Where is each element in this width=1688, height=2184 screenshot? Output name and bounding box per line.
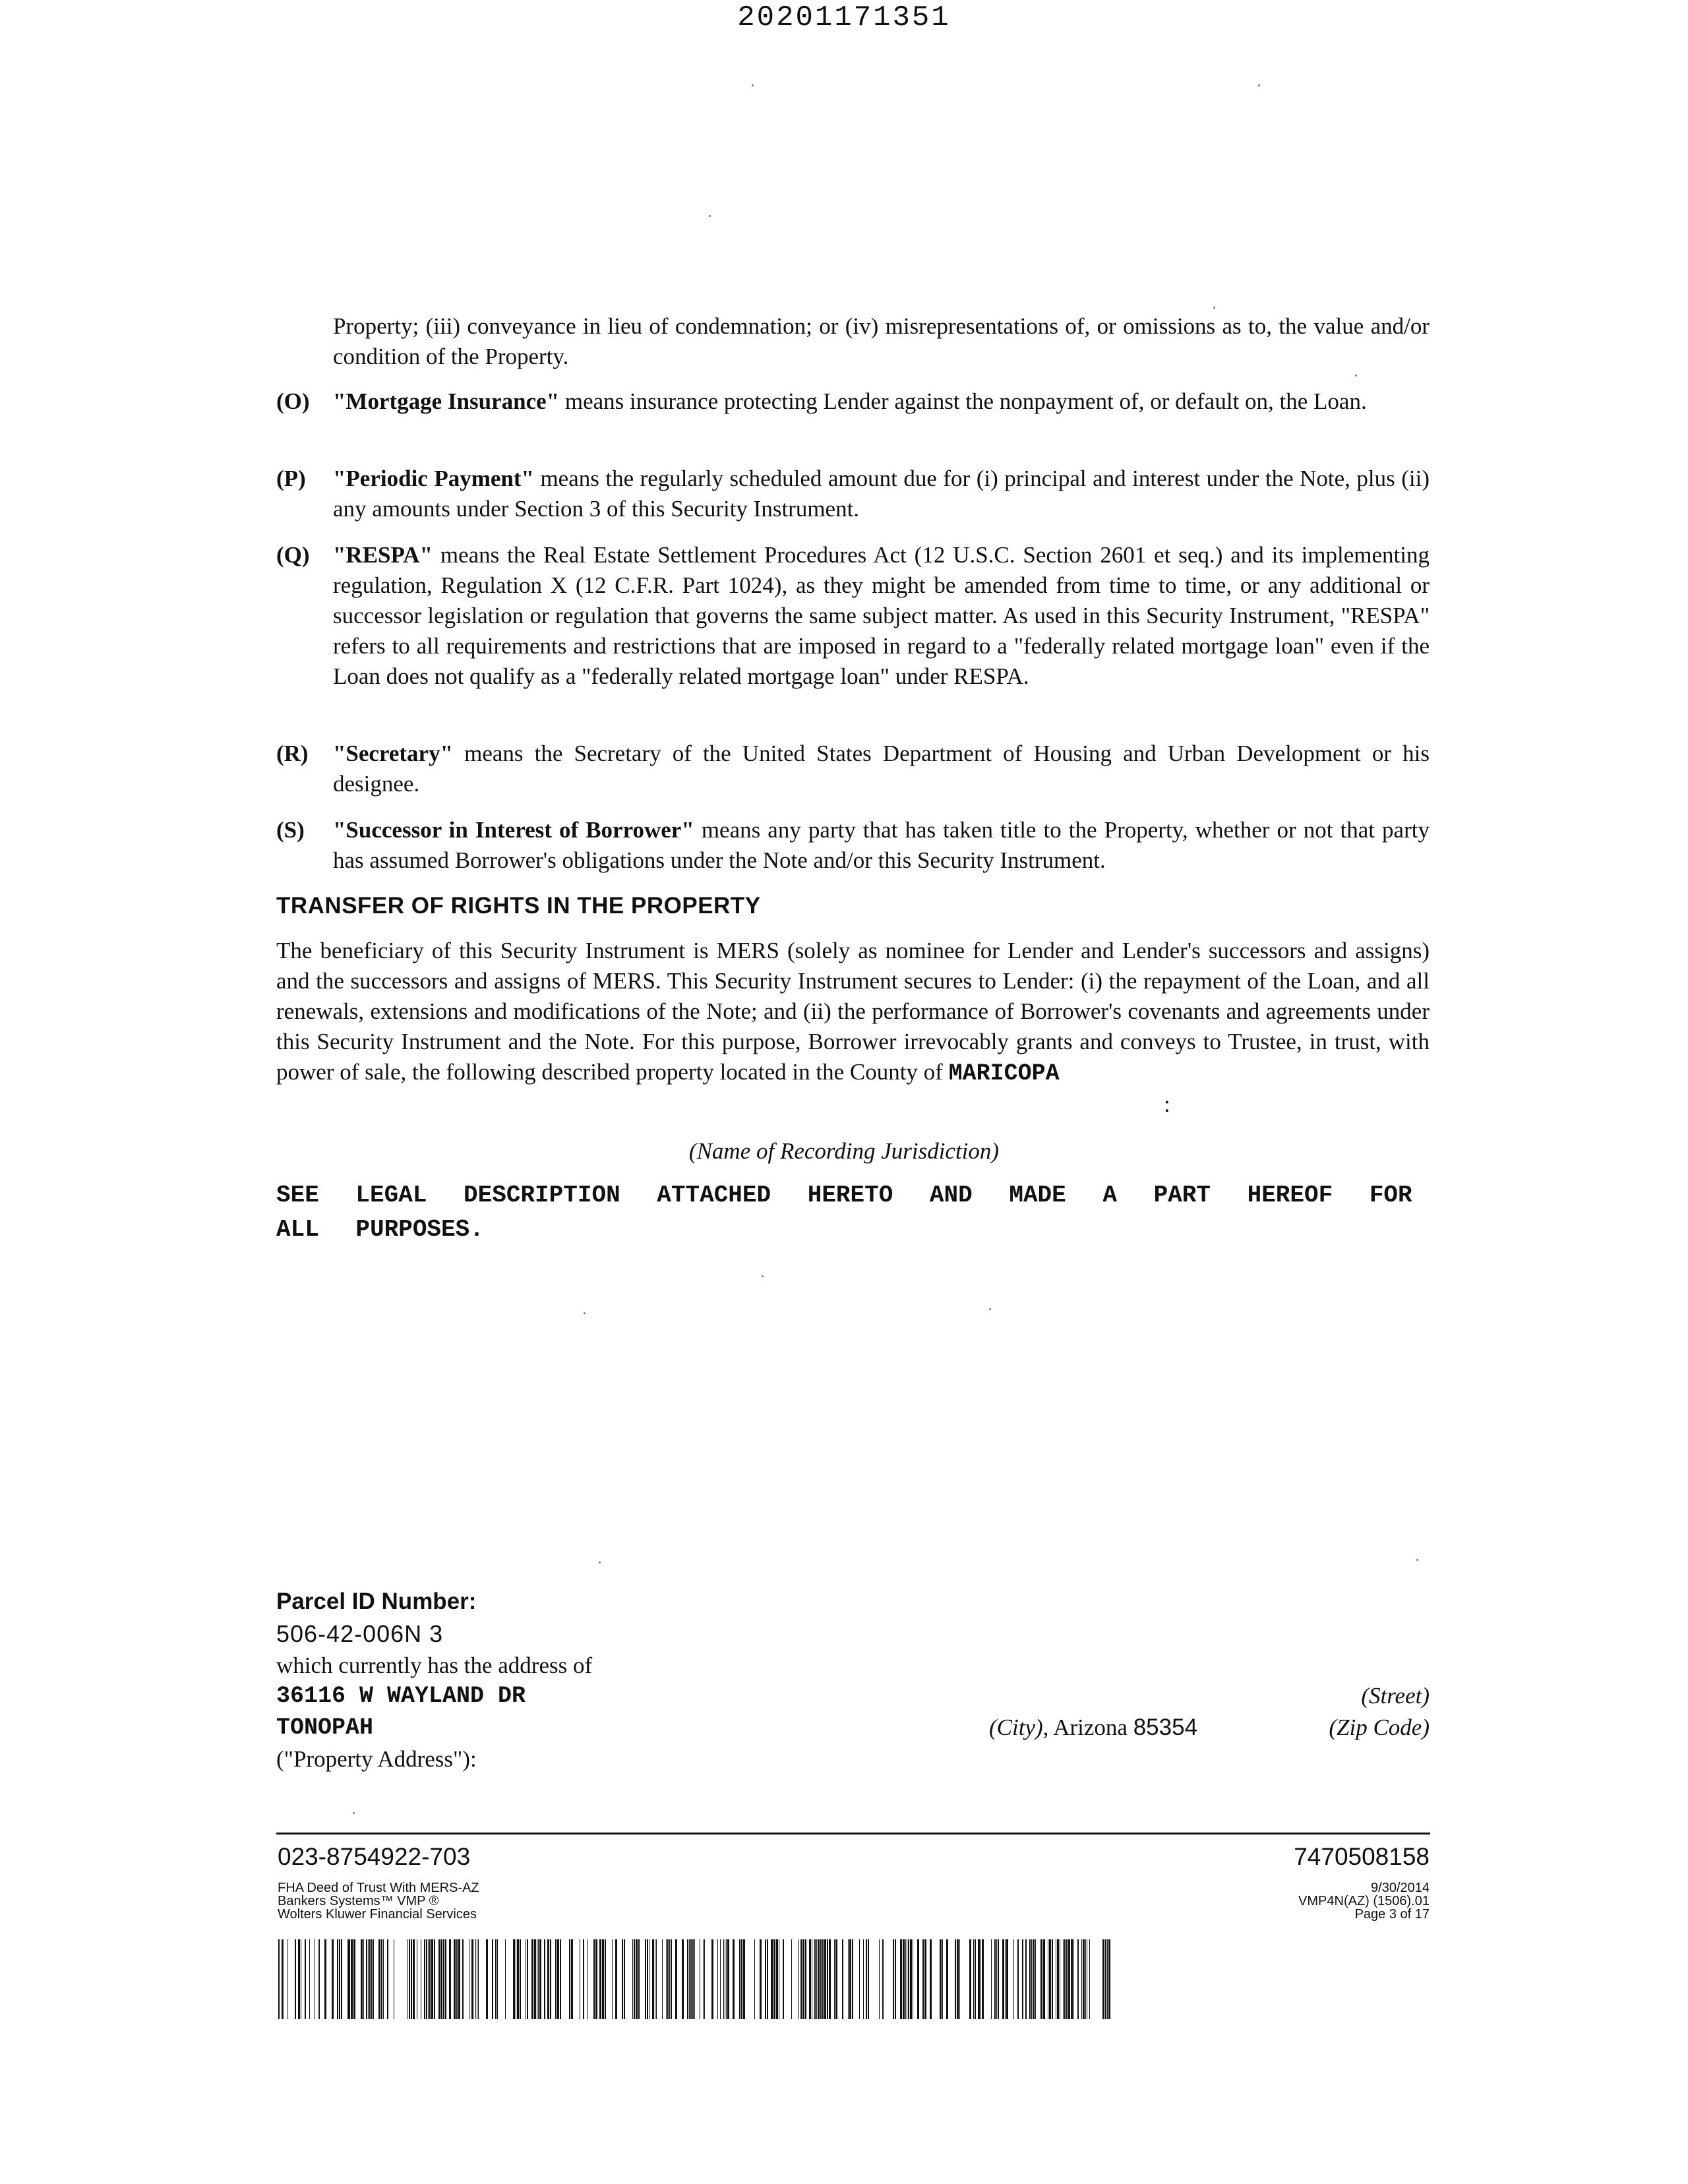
city-value: TONOPAH [276,1714,374,1741]
scan-speck [1258,84,1260,86]
definition-text: means the regularly scheduled amount due for (i) principal and interest under the Note, plus (ii) any amounts under Section 3 of this Security Instrument. [333,466,1430,522]
section-heading: TRANSFER OF RIGHTS IN THE PROPERTY [276,893,761,919]
definition-s [333,815,1430,876]
form-date: 9/30/2014 [1371,1881,1430,1895]
city-caption: (City), [989,1714,1049,1740]
scan-speck [752,84,754,86]
transfer-paragraph [276,936,1430,1089]
definition-term: "RESPA" [333,542,433,568]
zip-caption: (Zip Code) [1329,1714,1430,1740]
barcode [278,1939,1110,2019]
zip-value: 85354 [1133,1714,1198,1740]
footer-rule [276,1833,1430,1835]
scan-speck [353,1812,355,1814]
definition-text: means the Real Estate Settlement Procedures Act (12 U.S.C. Section 2601 et seq.) and its implementing regulation, Regulation X (12 C.F.R. Part 1024), as they might be amended from time to time, or any additional or successor legislation or regulation that governs the same subject matter. As used in this Security Instrument, "RESPA" refers to all requirements and restrictions that are imposed in regard to a "federally related mortgage loan" even if the Loan does not qualify as a "federally related mortgage loan" under RESPA. [333,542,1430,689]
definition-q [333,540,1430,692]
page-indicator: Page 3 of 17 [1354,1907,1430,1922]
street-value: 36116 W WAYLAND DR [276,1683,526,1709]
street-caption: (Street) [1361,1683,1430,1709]
definition-label-o: (O) [276,388,310,414]
definition-text: means the Secretary of the United States Department of Housing and Urban Development or his designee. [333,741,1430,797]
loan-number: 7470508158 [1294,1843,1430,1870]
scan-speck [1416,1559,1418,1561]
scan-speck [989,1308,991,1310]
form-name: FHA Deed of Trust With MERS-AZ [278,1881,479,1895]
form-code: VMP4N(AZ) (1506).01 [1298,1894,1430,1908]
definition-label-q: (Q) [276,542,310,568]
scan-speck [762,1275,764,1277]
form-publisher: Wolters Kluwer Financial Services [278,1907,477,1922]
parcel-id-label: Parcel ID Number: [276,1589,477,1614]
recording-number: 20201171351 [737,1,951,34]
property-address-caption: ("Property Address"): [276,1746,477,1772]
definition-label-p: (P) [276,466,306,491]
city-state-zip [989,1714,1197,1741]
definition-o [333,386,1430,417]
scan-speck [584,1312,586,1314]
definition-text: means insurance protecting Lender against the nonpayment of, or default on, the Loan. [559,388,1367,414]
county-value: MARICOPA [948,1060,1060,1087]
definition-label-r: (R) [276,741,309,766]
address-intro: which currently has the address of [276,1653,593,1678]
jurisdiction-caption: (Name of Recording Jurisdiction) [688,1138,1000,1164]
definition-r [333,739,1430,799]
form-vendor: Bankers Systems™ VMP ® [278,1894,439,1908]
scan-speck [599,1562,601,1563]
definition-term: "Successor in Interest of Borrower" [333,817,694,843]
scan-speck [709,215,711,217]
definition-term: "Secretary" [333,741,454,766]
county-colon: : [1164,1091,1170,1117]
parcel-id-number: 506-42-006N 3 [276,1620,444,1647]
state-value: Arizona [1053,1714,1128,1740]
definition-text: means any party that has taken title to the Property, whether or not that party has assumed Borrower's obligations under the Note and/or this Security Instrument. [333,817,1430,873]
definition-term: "Periodic Payment" [333,466,534,491]
continuation-paragraph: Property; (iii) conveyance in lieu of condemnation; or (iv) misrepresentations of, or omissions as to, the value and/or condition of the Property. [333,313,1430,369]
definition-term: "Mortgage Insurance" [333,388,560,414]
definition-p [333,464,1430,524]
legal-description: SEE LEGAL DESCRIPTION ATTACHED HERETO AND MADE A PART HEREOF FOR ALL PURPOSES. [276,1182,1412,1243]
transfer-body: The beneficiary of this Security Instrument is MERS (solely as nominee for Lender and Lender's successors and assigns) and the successors and assigns of MERS. This Security Instrument secures to Lender: (i) the repayment of the Loan, and all renewals, extensions and modifications of the Note; and (ii) the performance of Borrower's covenants and agreements under this Security Instrument and the Note. For this purpose, Borrower irrevocably grants and conveys to Trustee, in trust, with power of sale, the following described property located in the County of [276,938,1430,1085]
case-number: 023-8754922-703 [278,1843,471,1870]
definition-label-s: (S) [276,817,305,843]
scan-speck [1213,307,1215,309]
scan-speck [1355,375,1357,377]
